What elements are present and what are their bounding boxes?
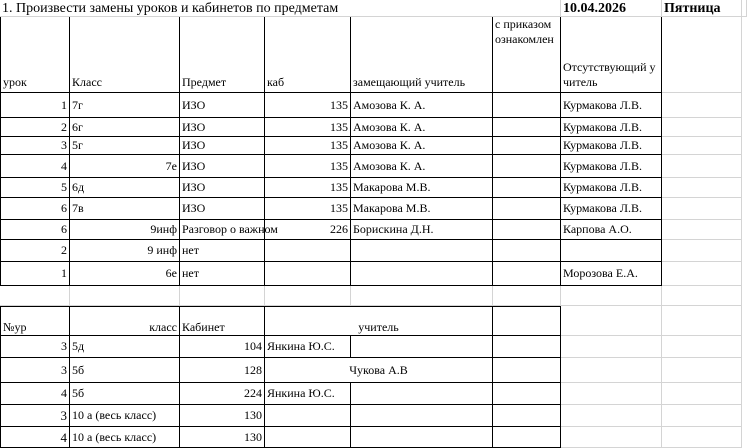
table2-row-lesson[interactable]: 3 bbox=[0, 405, 70, 427]
empty-cell[interactable] bbox=[662, 286, 742, 306]
empty-cell[interactable] bbox=[493, 306, 561, 336]
empty-cell[interactable] bbox=[662, 427, 742, 448]
table1-cell[interactable] bbox=[265, 240, 351, 262]
empty-cell[interactable] bbox=[662, 155, 742, 178]
table1-header-0[interactable]: урок bbox=[0, 17, 70, 93]
table1-cell[interactable]: ИЗО bbox=[180, 118, 265, 137]
table1-cell[interactable]: 6г bbox=[70, 118, 180, 137]
empty-cell[interactable] bbox=[662, 178, 742, 198]
empty-cell[interactable] bbox=[561, 358, 662, 383]
table2-cell[interactable]: 5б bbox=[70, 358, 180, 383]
empty-cell[interactable] bbox=[351, 336, 493, 358]
table1-cell[interactable]: Макарова М.В. bbox=[351, 178, 493, 198]
table2-cell[interactable]: Янкина Ю.С. bbox=[265, 383, 351, 405]
empty-cell[interactable] bbox=[493, 383, 561, 405]
table1-row-lesson[interactable]: 2 bbox=[0, 240, 70, 262]
table2-cell[interactable]: 130 bbox=[180, 427, 265, 448]
empty-cell[interactable] bbox=[0, 286, 70, 306]
table1-cell[interactable]: нет bbox=[180, 240, 265, 262]
table2-row-lesson[interactable]: 4 bbox=[0, 427, 70, 448]
empty-cell[interactable] bbox=[662, 306, 742, 336]
table1-row-lesson[interactable]: 4 bbox=[0, 155, 70, 178]
table1-cell[interactable]: 9инф bbox=[70, 220, 180, 240]
table1-row-lesson[interactable]: 5 bbox=[0, 178, 70, 198]
table2-cell[interactable]: 224 bbox=[180, 383, 265, 405]
empty-cell[interactable] bbox=[662, 93, 742, 118]
table1-header-5[interactable]: с приказом ознакомлен bbox=[493, 17, 561, 93]
table1-cell[interactable]: ИЗО bbox=[180, 93, 265, 118]
table1-cell[interactable] bbox=[493, 240, 561, 262]
table1-cell[interactable]: 135 bbox=[265, 137, 351, 155]
empty-cell[interactable] bbox=[351, 427, 493, 448]
table1-cell[interactable] bbox=[265, 262, 351, 286]
table1-cell[interactable]: 6е bbox=[70, 262, 180, 286]
table2-cell[interactable]: 130 bbox=[180, 405, 265, 427]
table1-cell[interactable]: ИЗО bbox=[180, 178, 265, 198]
table1-cell[interactable]: Амозова К. А. bbox=[351, 93, 493, 118]
table1-cell[interactable] bbox=[351, 262, 493, 286]
empty-cell[interactable] bbox=[351, 286, 493, 306]
table1-cell[interactable] bbox=[493, 262, 561, 286]
table1-cell[interactable]: Курмакова Л.В. bbox=[561, 155, 662, 178]
table2-cell[interactable]: 10 а (весь класс) bbox=[70, 405, 180, 427]
table1-cell[interactable]: 7в bbox=[70, 198, 180, 220]
table1-cell[interactable]: Амозова К. А. bbox=[351, 155, 493, 178]
empty-cell[interactable] bbox=[351, 405, 493, 427]
empty-cell[interactable] bbox=[662, 17, 742, 93]
table1-cell[interactable] bbox=[493, 198, 561, 220]
report-weekday[interactable]: Пятница bbox=[662, 0, 742, 17]
table1-cell[interactable]: 135 bbox=[265, 155, 351, 178]
table2-cell[interactable]: 128 bbox=[180, 358, 265, 383]
table1-cell[interactable] bbox=[493, 155, 561, 178]
table1-cell[interactable]: 135 bbox=[265, 118, 351, 137]
table1-cell[interactable]: 135 bbox=[265, 93, 351, 118]
empty-cell[interactable] bbox=[662, 220, 742, 240]
table1-cell[interactable]: 5г bbox=[70, 137, 180, 155]
table1-header-1[interactable]: Класс bbox=[70, 17, 180, 93]
table1-cell[interactable]: 6д bbox=[70, 178, 180, 198]
empty-cell[interactable] bbox=[662, 262, 742, 286]
empty-cell[interactable] bbox=[351, 383, 493, 405]
table2-cell[interactable]: 10 а (весь класс) bbox=[70, 427, 180, 448]
table1-cell[interactable]: 9 инф bbox=[70, 240, 180, 262]
table1-cell[interactable]: 7е bbox=[70, 155, 180, 178]
table1-cell[interactable]: Борискина Д.Н. bbox=[351, 220, 493, 240]
table2-cell[interactable]: Янкина Ю.С. bbox=[265, 336, 351, 358]
table1-cell[interactable]: Карпова А.О. bbox=[561, 220, 662, 240]
table1-cell[interactable] bbox=[493, 93, 561, 118]
table1-row-lesson[interactable]: 6 bbox=[0, 198, 70, 220]
table1-row-lesson[interactable]: 3 bbox=[0, 137, 70, 155]
table1-cell[interactable] bbox=[351, 240, 493, 262]
empty-cell[interactable] bbox=[561, 286, 662, 306]
table2-row-lesson[interactable]: 4 bbox=[0, 383, 70, 405]
table1-cell[interactable]: Курмакова Л.В. bbox=[561, 93, 662, 118]
table1-cell[interactable]: Разговор о важном bbox=[180, 220, 265, 240]
table1-cell[interactable] bbox=[493, 220, 561, 240]
table1-cell[interactable]: 135 bbox=[265, 178, 351, 198]
empty-cell[interactable] bbox=[493, 336, 561, 358]
empty-cell[interactable] bbox=[493, 286, 561, 306]
table1-cell[interactable]: 7г bbox=[70, 93, 180, 118]
table1-header-4[interactable]: замещающий учитель bbox=[351, 17, 493, 93]
empty-cell[interactable] bbox=[265, 286, 351, 306]
table2-cell[interactable] bbox=[265, 405, 351, 427]
table2-cell[interactable] bbox=[265, 427, 351, 448]
empty-cell[interactable] bbox=[662, 118, 742, 137]
table1-cell[interactable]: нет bbox=[180, 262, 265, 286]
table1-cell[interactable]: Курмакова Л.В. bbox=[561, 178, 662, 198]
table1-cell[interactable]: Курмакова Л.В. bbox=[561, 198, 662, 220]
empty-cell[interactable] bbox=[662, 240, 742, 262]
table2-cell[interactable]: Чукова А.В bbox=[265, 358, 493, 383]
table1-cell[interactable]: Морозова Е.А. bbox=[561, 262, 662, 286]
table1-cell[interactable]: Курмакова Л.В. bbox=[561, 118, 662, 137]
empty-cell[interactable] bbox=[662, 137, 742, 155]
empty-cell[interactable] bbox=[662, 383, 742, 405]
empty-cell[interactable] bbox=[493, 427, 561, 448]
empty-cell[interactable] bbox=[662, 405, 742, 427]
table1-cell[interactable]: 135 bbox=[265, 198, 351, 220]
table1-cell[interactable]: 226 bbox=[265, 220, 351, 240]
table2-header-lesson[interactable]: №ур bbox=[0, 306, 70, 336]
table1-cell[interactable] bbox=[493, 118, 561, 137]
empty-cell[interactable] bbox=[662, 358, 742, 383]
empty-cell[interactable] bbox=[180, 286, 265, 306]
table1-row-lesson[interactable]: 1 bbox=[0, 93, 70, 118]
table1-cell[interactable]: Амозова К. А. bbox=[351, 137, 493, 155]
table1-cell[interactable]: Макарова М.В. bbox=[351, 198, 493, 220]
empty-cell[interactable] bbox=[493, 358, 561, 383]
empty-cell[interactable] bbox=[70, 286, 180, 306]
table2-row-lesson[interactable]: 3 bbox=[0, 358, 70, 383]
table2-cell[interactable]: 5б bbox=[70, 383, 180, 405]
table1-cell[interactable] bbox=[561, 240, 662, 262]
table1-header-2[interactable]: Предмет bbox=[180, 17, 265, 93]
empty-cell[interactable] bbox=[561, 427, 662, 448]
empty-cell[interactable] bbox=[662, 198, 742, 220]
table1-row-lesson[interactable]: 6 bbox=[0, 220, 70, 240]
table1-cell[interactable] bbox=[493, 137, 561, 155]
table2-header-teacher[interactable]: учитель bbox=[265, 306, 493, 336]
table1-cell[interactable]: ИЗО bbox=[180, 198, 265, 220]
sheet-title[interactable]: 1. Произвести замены уроков и кабинетов по предметам bbox=[0, 0, 493, 17]
table1-header-3[interactable]: каб bbox=[265, 17, 351, 93]
empty-cell[interactable] bbox=[662, 336, 742, 358]
table2-header-class[interactable]: класс bbox=[70, 306, 180, 336]
table1-cell[interactable] bbox=[493, 178, 561, 198]
empty-cell[interactable] bbox=[493, 0, 561, 17]
table1-row-lesson[interactable]: 2 bbox=[0, 118, 70, 137]
table2-row-lesson[interactable]: 3 bbox=[0, 336, 70, 358]
empty-cell[interactable] bbox=[493, 405, 561, 427]
table1-cell[interactable]: Курмакова Л.В. bbox=[561, 137, 662, 155]
table1-row-lesson[interactable]: 1 bbox=[0, 262, 70, 286]
table1-cell[interactable]: Амозова К. А. bbox=[351, 118, 493, 137]
report-date[interactable]: 10.04.2026 bbox=[561, 0, 662, 17]
empty-cell[interactable] bbox=[561, 405, 662, 427]
table1-cell[interactable]: ИЗО bbox=[180, 137, 265, 155]
table2-cell[interactable]: 5д bbox=[70, 336, 180, 358]
table2-cell[interactable]: 104 bbox=[180, 336, 265, 358]
table1-header-6[interactable]: Отсутствующий учитель bbox=[561, 17, 662, 93]
table1-cell[interactable]: ИЗО bbox=[180, 155, 265, 178]
empty-cell[interactable] bbox=[561, 306, 662, 336]
empty-cell[interactable] bbox=[561, 336, 662, 358]
table2-header-room[interactable]: Кабинет bbox=[180, 306, 265, 336]
empty-cell[interactable] bbox=[561, 383, 662, 405]
empty-cell[interactable] bbox=[742, 0, 747, 17]
